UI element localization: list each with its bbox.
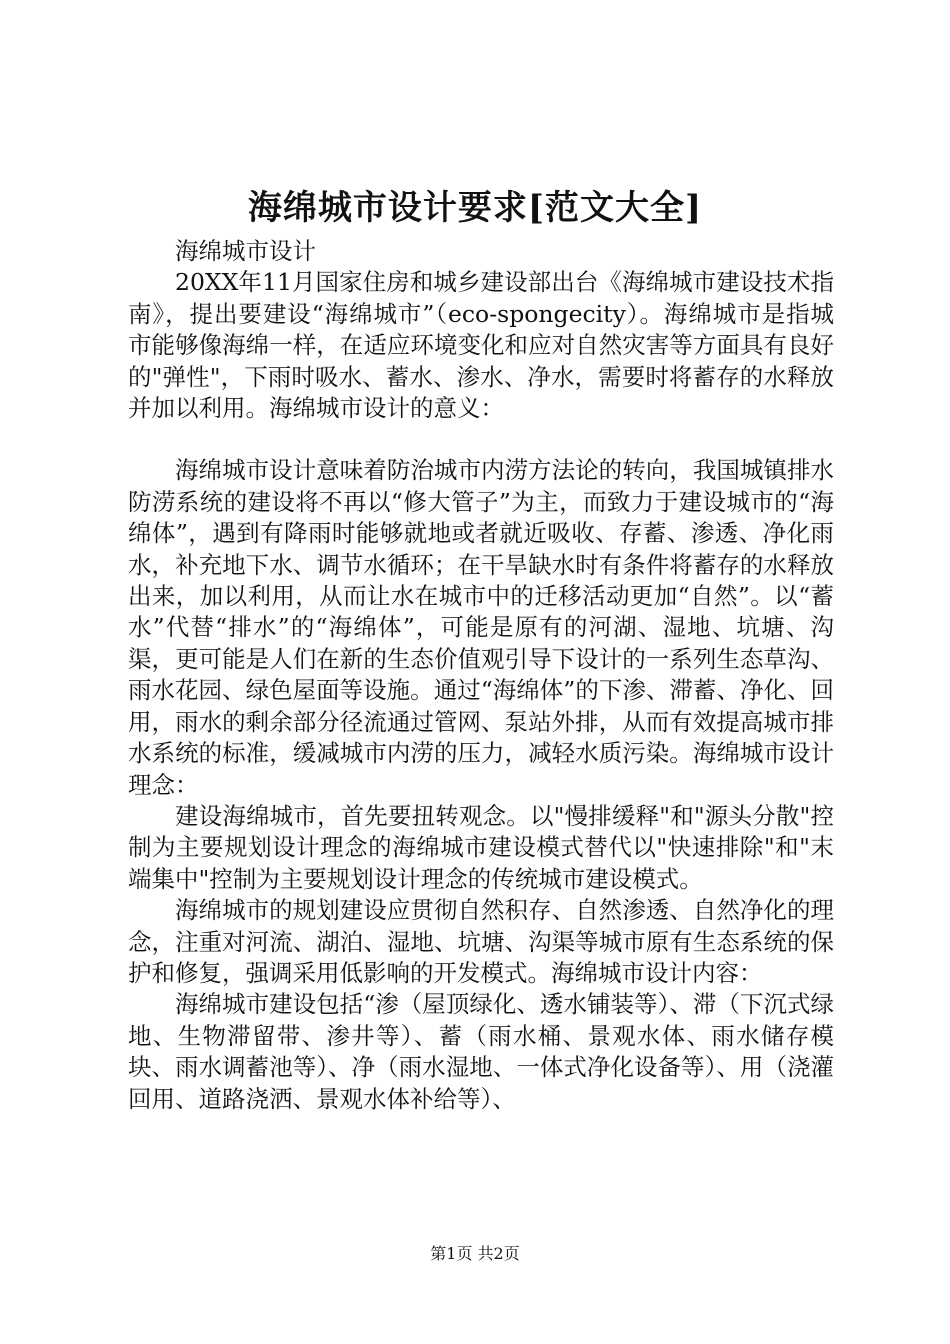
paragraph-intro: 20XX年11月国家住房和城乡建设部出台《海绵城市建设技术指南》，提出要建设“海绵城市”（eco-spongecity）。海绵城市是指城市能够像海绵一样，在适应环境变化和应对自然灾害等方面具有良好的"弹性"，下雨时吸水、蓄水、渗水、净水，需要时将蓄存的水释放并加以利用。海绵城市设计的意义： bbox=[128, 268, 834, 423]
paragraph-significance: 海绵城市设计意味着防治城市内涝方法论的转向，我国城镇排水防涝系统的建设将不再以“修大管子”为主，而致力于建设城市的“海绵体”，遇到有降雨时能够就地或者就近吸收、存蓄、渗透、净化雨水，补充地下水、调节水循环；在干旱缺水时有条件将蓄存的水释放出来，加以利用，从而让水在城市中的迁移活动更加“自然”。以“蓄水”代替“排水”的“海绵体”，可能是原有的河湖、湿地、坑塘、沟渠，更可能是人们在新的生态价值观引导下设计的一系列生态草沟、雨水花园、绿色屋面等设施。通过“海绵体”的下渗、滞蓄、净化、回用，雨水的剩余部分径流通过管网、泵站外排，从而有效提高城市排水系统的标准，缓减城市内涝的压力，减轻水质污染。海绵城市设计理念： bbox=[128, 456, 834, 799]
paragraph-content: 海绵城市建设包括“渗（屋顶绿化、透水铺装等）、滞（下沉式绿地、生物滞留带、渗井等）、蓄（雨水桶、景观水体、雨水储存模块、雨水调蓄池等）、净（雨水湿地、一体式净化设备等）、用（浇灌回用、道路浇洒、景观水体补给等）、 bbox=[128, 990, 834, 1113]
document-title: 海绵城市设计要求[范文大全] bbox=[247, 188, 703, 228]
paragraph-planning: 海绵城市的规划建设应贯彻自然积存、自然渗透、自然净化的理念，注重对河流、湖泊、湿地、坑塘、沟渠等城市原有生态系统的保护和修复，强调采用低影响的开发模式。海绵城市设计内容： bbox=[128, 896, 834, 987]
paragraph-subtitle: 海绵城市设计 bbox=[175, 237, 316, 265]
paragraph-concept: 建设海绵城市，首先要扭转观念。以"慢排缓释"和"源头分散"控制为主要规划设计理念的海绵城市建设模式替代以"快速排除"和"末端集中"控制为主要规划设计理念的传统城市建设模式。 bbox=[128, 801, 834, 893]
page-footer: 第1页 共2页 bbox=[430, 1244, 520, 1263]
document-body bbox=[128, 236, 834, 1115]
